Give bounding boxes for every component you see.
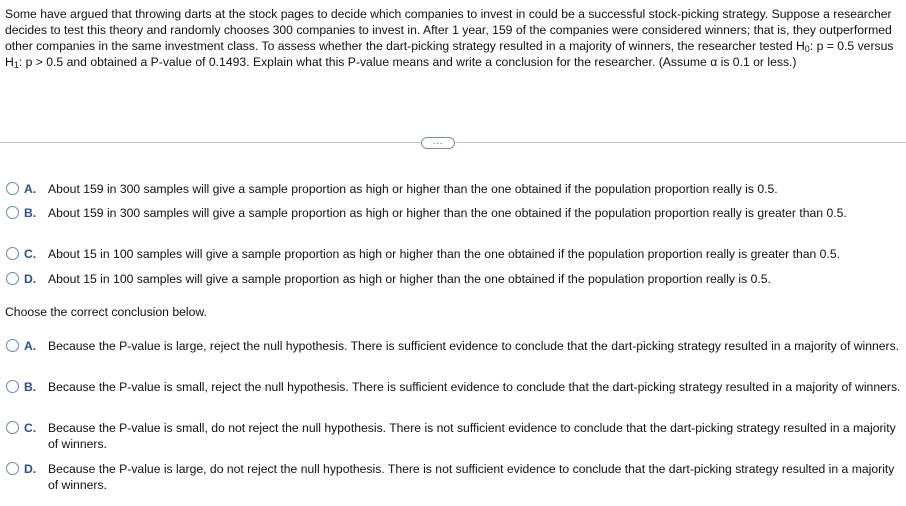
- radio-circle-icon[interactable]: [6, 182, 19, 195]
- option-text: Because the P-value is large, reject the null hypothesis. There is sufficient evidence to conclude that the dart-picking strategy resulted in a majority of winners.: [48, 339, 900, 353]
- option-letter: D.: [24, 462, 37, 476]
- radio-circle-icon[interactable]: [6, 247, 19, 260]
- question-text: [5, 6, 900, 70]
- meaning-option-d[interactable]: [5, 271, 901, 295]
- option-text: Because the P-value is small, do not reject the null hypothesis. There is not sufficient evidence to conclude that the dart-picking strategy resulted in a majority of winners.: [48, 421, 896, 451]
- conclusion-option-d[interactable]: [5, 461, 901, 501]
- radio-circle-icon[interactable]: [6, 339, 19, 352]
- meaning-option-a[interactable]: [5, 181, 901, 205]
- option-letter: D.: [24, 272, 37, 286]
- question-part-3: : p > 0.5 and obtained a P-value of 0.1493. Explain what this P-value means and write a conclusion for the researcher. (Assume α is 0.1 or less.): [18, 55, 797, 69]
- option-letter: C.: [24, 247, 37, 261]
- option-text: About 159 in 300 samples will give a sample proportion as high or higher than the one obtained if the population proportion really is greater than 0.5.: [48, 206, 847, 220]
- meaning-option-b[interactable]: [5, 205, 901, 246]
- option-letter: B.: [24, 206, 37, 220]
- radio-circle-icon[interactable]: [6, 206, 19, 219]
- h0-subscript: 0: [804, 44, 810, 54]
- conclusion-options-group: [5, 338, 901, 501]
- conclusion-option-a[interactable]: [5, 338, 901, 379]
- meaning-option-c[interactable]: [5, 246, 901, 271]
- conclusion-option-c[interactable]: [5, 420, 901, 461]
- option-text: About 159 in 300 samples will give a sample proportion as high or higher than the one obtained if the population proportion really is 0.5.: [48, 182, 778, 196]
- option-text: About 15 in 100 samples will give a sample proportion as high or higher than the one obtained if the population proportion really is greater than 0.5.: [48, 247, 841, 261]
- option-text: Because the P-value is small, reject the null hypothesis. There is sufficient evidence to conclude that the dart-picking strategy resulted in a majority of winners.: [48, 380, 901, 394]
- radio-circle-icon[interactable]: [6, 380, 19, 393]
- meaning-options-group: [5, 181, 901, 295]
- radio-circle-icon[interactable]: [6, 272, 19, 285]
- question-part-2: : p = 0.5 versus H: [5, 39, 894, 69]
- option-letter: A.: [24, 182, 37, 196]
- option-letter: A.: [24, 339, 37, 353]
- option-text: Because the P-value is large, do not reject the null hypothesis. There is not sufficient evidence to conclude that the dart-picking strategy resulted in a majority of winners.: [48, 462, 895, 492]
- radio-circle-icon[interactable]: [6, 462, 19, 475]
- radio-circle-icon[interactable]: [6, 421, 19, 434]
- conclusion-prompt: Choose the correct conclusion below.: [5, 305, 207, 319]
- conclusion-option-b[interactable]: [5, 379, 901, 420]
- option-letter: B.: [24, 380, 37, 394]
- h1-subscript: 1: [13, 60, 19, 70]
- option-letter: C.: [24, 421, 37, 435]
- question-part-1: Some have argued that throwing darts at the stock pages to decide which companies to invest in could be a successful stock-picking strategy. Suppose a researcher decides to test this theory and randomly chooses 300 companies to invest in. After 1 year, 159 of the companies were considered winners; that is, they outperformed other companies in the same investment class. To assess whether the dart-picking strategy resulted in a majority of winners, the researcher tested H: [5, 7, 892, 53]
- option-text: About 15 in 100 samples will give a sample proportion as high or higher than the one obtained if the population proportion really is 0.5.: [48, 272, 771, 286]
- expand-more-button[interactable]: ...: [421, 137, 455, 149]
